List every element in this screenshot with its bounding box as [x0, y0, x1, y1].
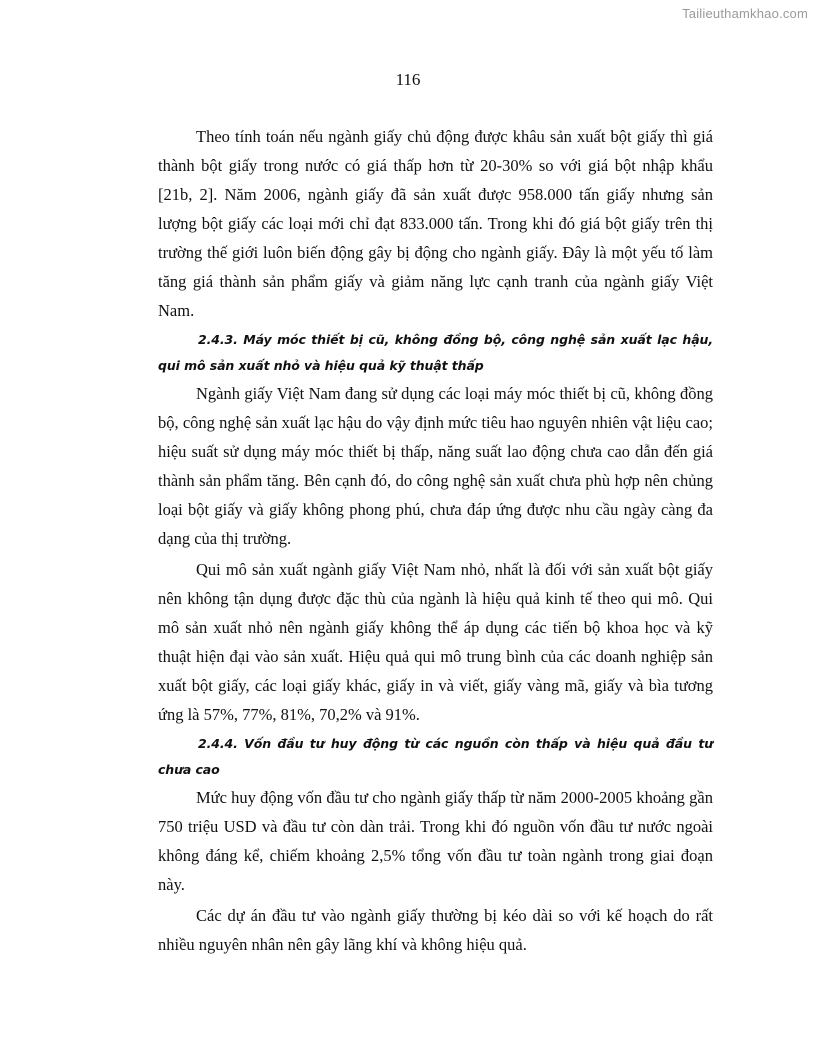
section-heading-2-4-4: 2.4.4. Vốn đầu tư huy động từ các nguồn còn thấp và hiệu quả đầu tư chưa cao — [158, 736, 713, 777]
paragraph-investment-capital: Mức huy động vốn đầu tư cho ngành giấy thấp từ năm 2000-2005 khoảng gần 750 triệu USD và đầu tư còn dàn trải. Trong khi đó nguồn vốn đầu tư nước ngoài không đáng kể, chiếm khoảng 2,5% tổng vốn đầu tư toàn ngành trong giai đoạn này. — [158, 788, 713, 894]
paragraph-investment-projects: Các dự án đầu tư vào ngành giấy thường bị kéo dài so với kế hoạch do rất nhiều nguyên nhân nên gây lãng khí và không hiệu quả. — [158, 906, 713, 954]
section-heading-2-4-3: 2.4.3. Máy móc thiết bị cũ, không đồng bộ, công nghệ sản xuất lạc hậu, qui mô sản xuất nhỏ và hiệu quả kỹ thuật thấp — [158, 332, 713, 373]
paragraph-paper-pulp-cost: Theo tính toán nếu ngành giấy chủ động được khâu sản xuất bột giấy thì giá thành bột giấy trong nước có giá thấp hơn từ 20-30% so với giá bột nhập khẩu [21b, 2]. Năm 2006, ngành giấy đã sản xuất được 958.000 tấn giấy nhưng sản lượng bột giấy các loại mới chỉ đạt 833.000 tấn. Trong khi đó giá bột giấy trên thị trường thế giới luôn biến động gây bị động cho ngành giấy. Đây là một yếu tố làm tăng giá thành sản phẩm giấy và giảm năng lực cạnh tranh của ngành giấy Việt Nam. — [158, 127, 713, 320]
page-number: 116 — [395, 70, 421, 89]
paragraph-old-equipment: Ngành giấy Việt Nam đang sử dụng các loại máy móc thiết bị cũ, không đồng bộ, công nghệ sản xuất lạc hậu do vậy định mức tiêu hao nguyên nhiên vật liệu cao; hiệu suất sử dụng máy móc thiết bị thấp, năng suất lao động chưa cao dẫn đến giá thành sản phẩm tăng. Bên cạnh đó, do công nghệ sản xuất chưa phù hợp nên chủng loại bột giấy và giấy không phong phú, chưa đáp ứng được nhu cầu ngày càng đa dạng của thị trường. — [158, 384, 713, 548]
watermark: Tailieuthamkhao.com — [682, 6, 808, 21]
page-body — [158, 122, 713, 961]
paragraph-production-scale: Qui mô sản xuất ngành giấy Việt Nam nhỏ, nhất là đối với sản xuất bột giấy nên không tận dụng được đặc thù của ngành là hiệu quả kinh tế theo qui mô. Qui mô sản xuất nhỏ nên ngành giấy không thể áp dụng các tiến bộ khoa học và kỹ thuật hiện đại vào sản xuất. Hiệu quả qui mô trung bình của các doanh nghiệp sản xuất bột giấy, các loại giấy khác, giấy in và viết, giấy vàng mã, giấy và bìa tương ứng là 57%, 77%, 81%, 70,2% và 91%. — [158, 560, 713, 724]
